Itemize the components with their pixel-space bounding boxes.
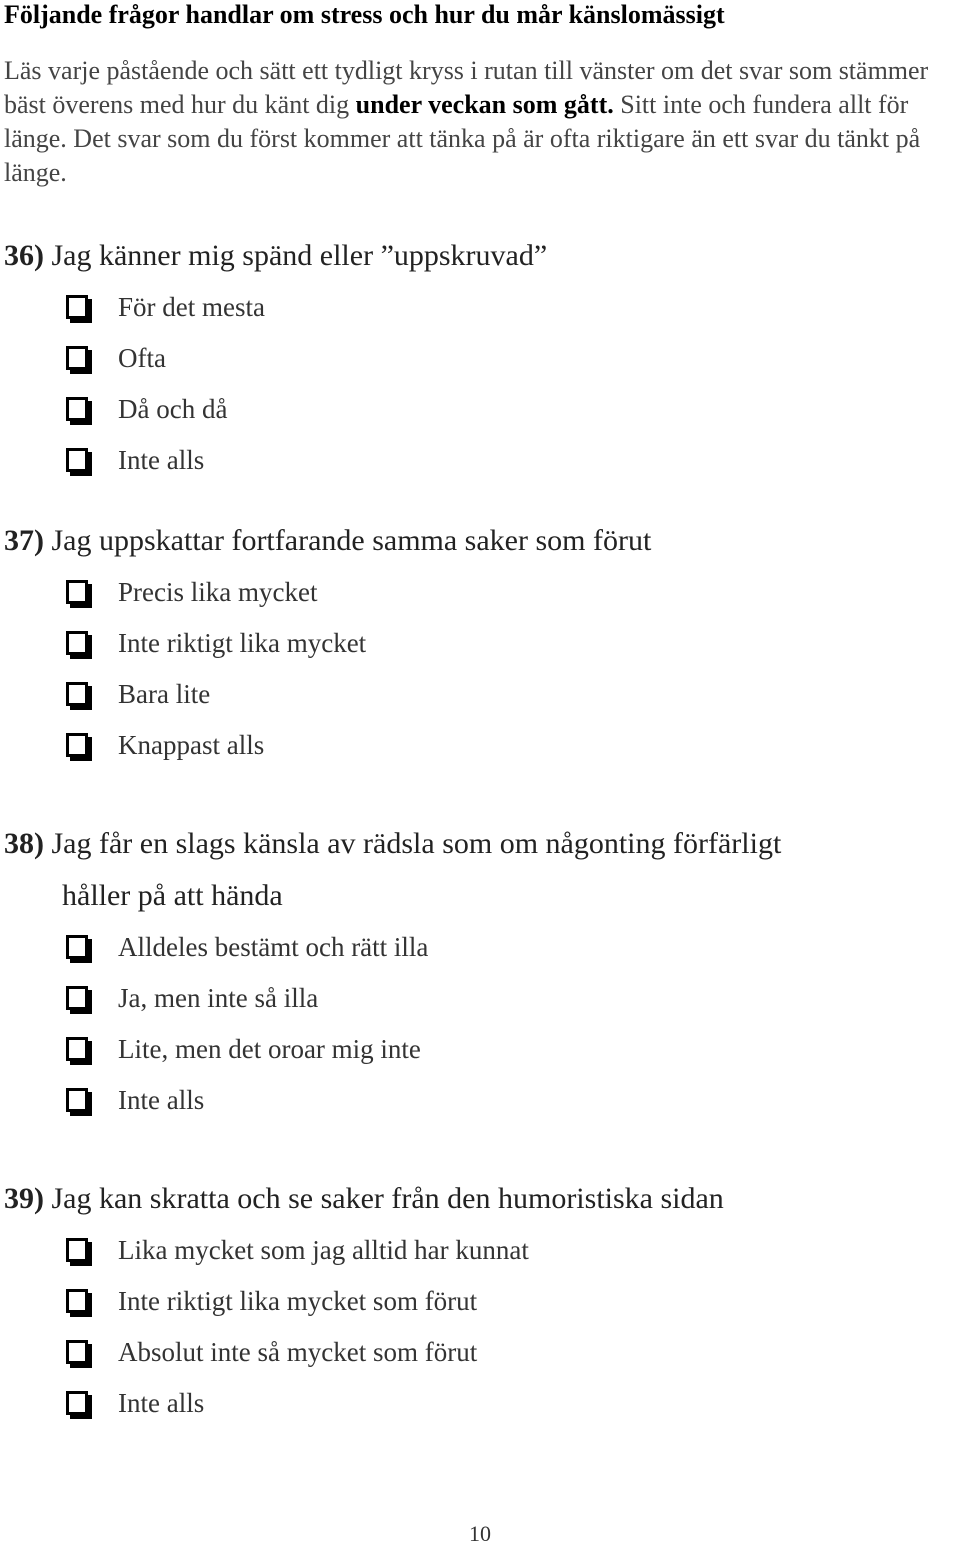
answer-option[interactable]: [4, 384, 954, 435]
checkbox-icon[interactable]: [66, 1391, 88, 1415]
question-number: 38): [4, 827, 44, 860]
checkbox-icon[interactable]: [66, 346, 88, 370]
option-label: För det mesta: [118, 292, 265, 322]
instructions-text-2: Sitt inte och fundera allt för länge. Det svar som du först kommer att tänka på är ofta riktigare än ett svar du tänkt på länge.: [4, 90, 921, 187]
instructions-text-1: Läs varje påstående och sätt ett tydligt kryss i rutan till vänster om det svar som stämmer bäst överens med hur du känt dig: [4, 56, 929, 119]
answer-option[interactable]: [4, 618, 954, 669]
option-label: Precis lika mycket: [118, 577, 318, 607]
answer-option[interactable]: [4, 1225, 954, 1276]
answer-option[interactable]: [4, 1024, 954, 1075]
checkbox-icon[interactable]: [66, 986, 88, 1010]
checkbox-icon[interactable]: [66, 1340, 88, 1364]
answer-option[interactable]: [4, 1276, 954, 1327]
answer-options: [4, 1225, 954, 1429]
checkbox-icon[interactable]: [66, 733, 88, 757]
option-label: Lika mycket som jag alltid har kunnat: [118, 1235, 529, 1265]
option-label: Knappast alls: [118, 730, 265, 760]
checkbox-icon[interactable]: [66, 1238, 88, 1262]
checkbox-icon[interactable]: [66, 631, 88, 655]
question-text: Jag kan skratta och se saker från den humoristiska sidan: [51, 1182, 724, 1215]
question-text: Jag känner mig spänd eller ”uppskruvad”: [51, 239, 548, 272]
checkbox-icon[interactable]: [66, 1088, 88, 1112]
option-label: Absolut inte så mycket som förut: [118, 1337, 478, 1367]
answer-option[interactable]: [4, 333, 954, 384]
checkbox-icon[interactable]: [66, 1289, 88, 1313]
question-number: 39): [4, 1182, 44, 1215]
answer-options: [4, 567, 954, 771]
checkbox-icon[interactable]: [66, 295, 88, 319]
question-title: [4, 230, 954, 282]
option-label: Inte alls: [118, 1085, 205, 1115]
instructions-emphasis: under veckan som gått.: [355, 90, 614, 119]
question-title: [4, 818, 954, 922]
option-label: Lite, men det oroar mig inte: [118, 1034, 421, 1064]
checkbox-icon[interactable]: [66, 448, 88, 472]
option-label: Då och då: [118, 394, 228, 424]
option-label: Ofta: [118, 343, 166, 373]
answer-option[interactable]: [4, 282, 954, 333]
answer-option[interactable]: [4, 435, 954, 486]
page-number: 10: [469, 1521, 491, 1546]
question-number: 36): [4, 239, 44, 272]
answer-option[interactable]: [4, 720, 954, 771]
checkbox-icon[interactable]: [66, 397, 88, 421]
answer-option[interactable]: [4, 1327, 954, 1378]
checkbox-icon[interactable]: [66, 935, 88, 959]
instructions: [4, 54, 954, 190]
question-text: Jag får en slags känsla av rädsla som om någonting förfärligt: [51, 827, 782, 860]
answer-option[interactable]: [4, 922, 954, 973]
checkbox-icon[interactable]: [66, 682, 88, 706]
question-38: [4, 818, 954, 1126]
option-label: Inte alls: [118, 445, 205, 475]
question-text-continued: håller på att hända: [62, 879, 283, 912]
question-title: [4, 1173, 954, 1225]
question-text: Jag uppskattar fortfarande samma saker som förut: [51, 524, 652, 557]
question-36: [4, 230, 954, 486]
answer-options: [4, 282, 954, 486]
option-label: Inte riktigt lika mycket: [118, 628, 367, 658]
option-label: Inte riktigt lika mycket som förut: [118, 1286, 478, 1316]
question-39: [4, 1173, 954, 1429]
page-title: Följande frågor handlar om stress och hur du mår känslomässigt: [4, 0, 725, 29]
option-label: Inte alls: [118, 1388, 205, 1418]
answer-option[interactable]: [4, 1378, 954, 1429]
question-title: [4, 515, 954, 567]
answer-option[interactable]: [4, 669, 954, 720]
answer-option[interactable]: [4, 973, 954, 1024]
option-label: Alldeles bestämt och rätt illa: [118, 932, 429, 962]
answer-option[interactable]: [4, 567, 954, 618]
checkbox-icon[interactable]: [66, 580, 88, 604]
answer-option[interactable]: [4, 1075, 954, 1126]
question-number: 37): [4, 524, 44, 557]
question-37: [4, 515, 954, 771]
checkbox-icon[interactable]: [66, 1037, 88, 1061]
option-label: Bara lite: [118, 679, 211, 709]
answer-options: [4, 922, 954, 1126]
option-label: Ja, men inte så illa: [118, 983, 319, 1013]
